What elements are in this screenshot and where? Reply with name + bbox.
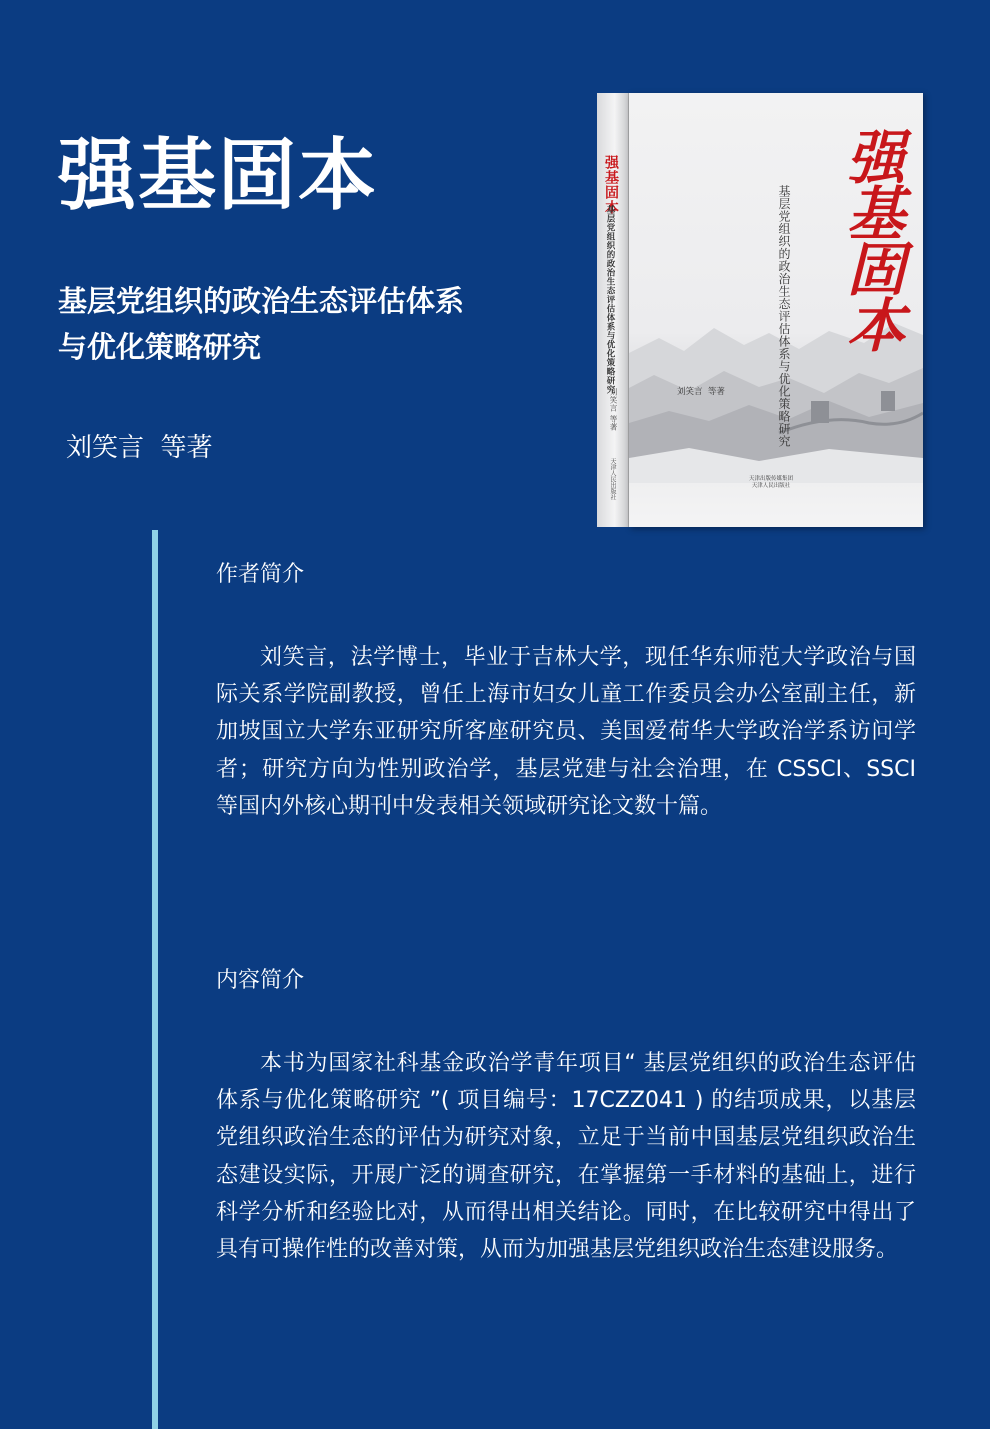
spine-subtitle: 基层党组织的政治生态评估体系与优化策略研究 xyxy=(605,205,615,394)
accent-vertical-bar xyxy=(152,530,158,1429)
cover-title: 强基固本 xyxy=(837,127,905,351)
subtitle-line-1: 基层党组织的政治生态评估体系 xyxy=(58,284,465,318)
cover-publisher-name: 天津人民出版社 xyxy=(751,483,791,489)
cover-author: 刘笑言 等著 xyxy=(677,387,725,397)
book-cover-image xyxy=(597,93,923,527)
book-title: 强基固本 xyxy=(58,130,379,221)
book-spine xyxy=(597,93,629,527)
book-front-cover xyxy=(629,93,923,527)
spine-publisher: 天津人民出版社 xyxy=(609,458,616,500)
spine-author: 刘笑言 等著 xyxy=(609,388,618,431)
book-author: 刘笑言 等著 xyxy=(66,433,213,463)
spine-title: 强基固本 xyxy=(603,155,619,215)
author-intro-text: 刘笑言，法学博士，毕业于吉林大学，现任华东师范大学政治与国际关系学院副教授，曾任上海市妇女儿童工作委员会办公室副主任，新加坡国立大学东亚研究所客座研究员、美国爱荷华大学政治学系访问学者；研究方向为性别政治学，基层党建与社会治理，在 CSSCI、SSCI 等国内外核心期刊中发表相关领域研究论文数十篇。 xyxy=(216,645,916,819)
content-intro-text: 本书为国家社科基金政治学青年项目“ 基层党组织的政治生态评估体系与优化策略研究 ”( 项目编号：17CZZ041 ) 的结项成果，以基层党组织政治生态的评估为研究对象，立足于当前中国基层党组织政治生态建设实际，开展广泛的调查研究，在掌握第一手材料的基础上，进行科学分析和经验比对，从而得出相关结论。同时，在比较研究中得出了具有可操作性的改善对策，从而为加强基层党组织政治生态建设服务。 xyxy=(216,1051,916,1263)
cover-publisher xyxy=(749,476,793,490)
author-intro-heading: 作者简介 xyxy=(216,562,305,587)
book-subtitle xyxy=(58,278,598,370)
cover-subtitle: 基层党组织的政治生态评估体系与优化策略研究 xyxy=(777,185,791,448)
content-intro-heading: 内容简介 xyxy=(216,968,305,993)
subtitle-line-2: 与优化策略研究 xyxy=(58,330,262,364)
cover-publisher-group: 天津出版传媒集团 xyxy=(749,476,794,482)
